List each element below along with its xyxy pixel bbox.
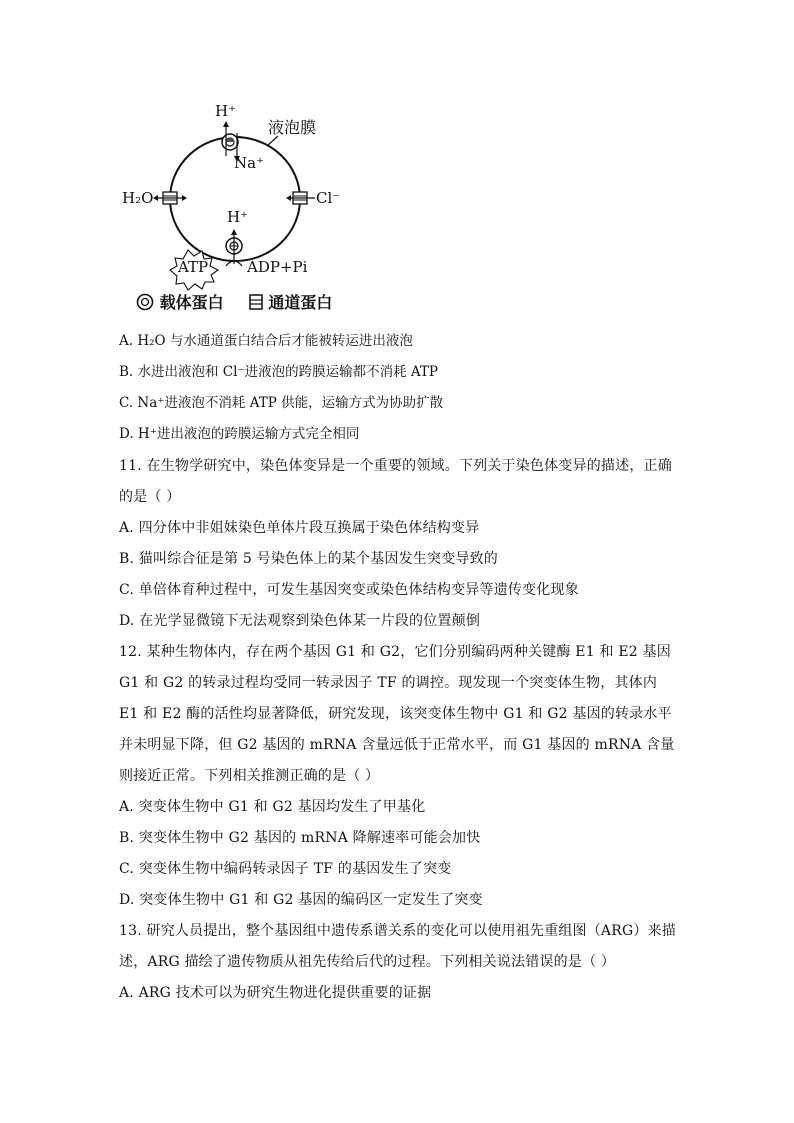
- q10-option-a: A. H₂O 与水通道蛋白结合后才能被转运进出液泡: [119, 333, 413, 349]
- q12-stem-line-5: 则接近正常。下列相关推测正确的是（ ）: [119, 768, 380, 784]
- q12-option-c: C. 突变体生物中编码转录因子 TF 的基因发生了突变: [119, 861, 452, 877]
- cl-ion-label: Cl⁻: [316, 189, 341, 207]
- carrier-protein-top: [222, 134, 238, 150]
- na-ion-label: Na⁺: [234, 154, 264, 172]
- channel-protein-legend-label: 通道蛋白: [268, 293, 333, 312]
- channel-protein-legend-icon: [249, 294, 263, 314]
- q12-stem-line-3: E1 和 E2 酶的活性均显著降低，研究发现，该突变体生物中 G1 和 G2 基因的转录水平: [119, 706, 672, 722]
- q12-option-b: B. 突变体生物中 G2 基因的 mRNA 降解速率可能会加快: [119, 830, 481, 846]
- q11-option-b: B. 猫叫综合征是第 5 号染色体上的某个基因发生突变导致的: [119, 551, 498, 567]
- q13-stem-line-1: 13. 研究人员提出，整个基因组中遗传系谱关系的变化可以使用祖先重组图（ARG）来描: [119, 923, 676, 939]
- q12-option-a: A. 突变体生物中 G1 和 G2 基因均发生了甲基化: [119, 799, 426, 815]
- q12-stem-line-4: 并未明显下降，但 G2 基因的 mRNA 含量远低于正常水平，而 G1 基因的 mRNA 含量: [119, 737, 675, 753]
- figure-legend: [136, 290, 332, 315]
- q11-stem-line-2: 的是（ ）: [119, 489, 181, 505]
- membrane-leader-line: [267, 136, 278, 146]
- carrier-protein-legend-label: 载体蛋白: [159, 293, 224, 312]
- q12-stem-line-2: G1 和 G2 的转录过程均受同一转录因子 TF 的调控。现发现一个突变体生物，其体内: [119, 675, 658, 691]
- h2o-label: H₂O: [122, 189, 154, 207]
- q10-option-d: D. H⁺进出液泡的跨膜运输方式完全相同: [119, 426, 360, 442]
- q12-option-d: D. 突变体生物中 G1 和 G2 基因的编码区一定发生了突变: [119, 892, 483, 908]
- q10-option-b: B. 水进出液泡和 Cl⁻进液泡的跨膜运输都不消耗 ATP: [119, 364, 438, 380]
- q13-stem-line-2: 述，ARG 描绘了遗传物质从祖先传给后代的过程。下列相关说法错误的是（ ）: [119, 954, 616, 970]
- atp-label: ATP: [178, 258, 209, 276]
- q11-stem-line-1: 11. 在生物学研究中，染色体变异是一个重要的领域。下列关于染色体变异的描述，正确: [119, 458, 672, 474]
- q12-stem-line-1: 12. 某种生物体内，存在两个基因 G1 和 G2，它们分别编码两种关键酶 E1 和 E2 基因: [119, 644, 671, 660]
- membrane-label: 液泡膜: [268, 118, 317, 137]
- q11-option-a: A. 四分体中非姐妹染色单体片段互换属于染色体结构变异: [119, 520, 480, 536]
- h-ion-top-label: H⁺: [215, 102, 236, 120]
- h-ion-bottom-label: H⁺: [227, 208, 248, 226]
- vacuole-membrane-figure: [110, 98, 370, 318]
- adp-pi-label: ADP+Pi: [247, 258, 308, 276]
- q11-option-d: D. 在光学显微镜下无法观察到染色体某一片段的位置颠倒: [119, 613, 481, 629]
- q13-option-a: A. ARG 技术可以为研究生物进化提供重要的证据: [119, 985, 432, 1001]
- q10-option-c: C. Na⁺进液泡不消耗 ATP 供能，运输方式为协助扩散: [119, 395, 444, 411]
- carrier-protein-legend-icon: [136, 293, 154, 315]
- q11-option-c: C. 单倍体育种过程中，可发生基因突变或染色体结构变异等遗传变化现象: [119, 582, 579, 598]
